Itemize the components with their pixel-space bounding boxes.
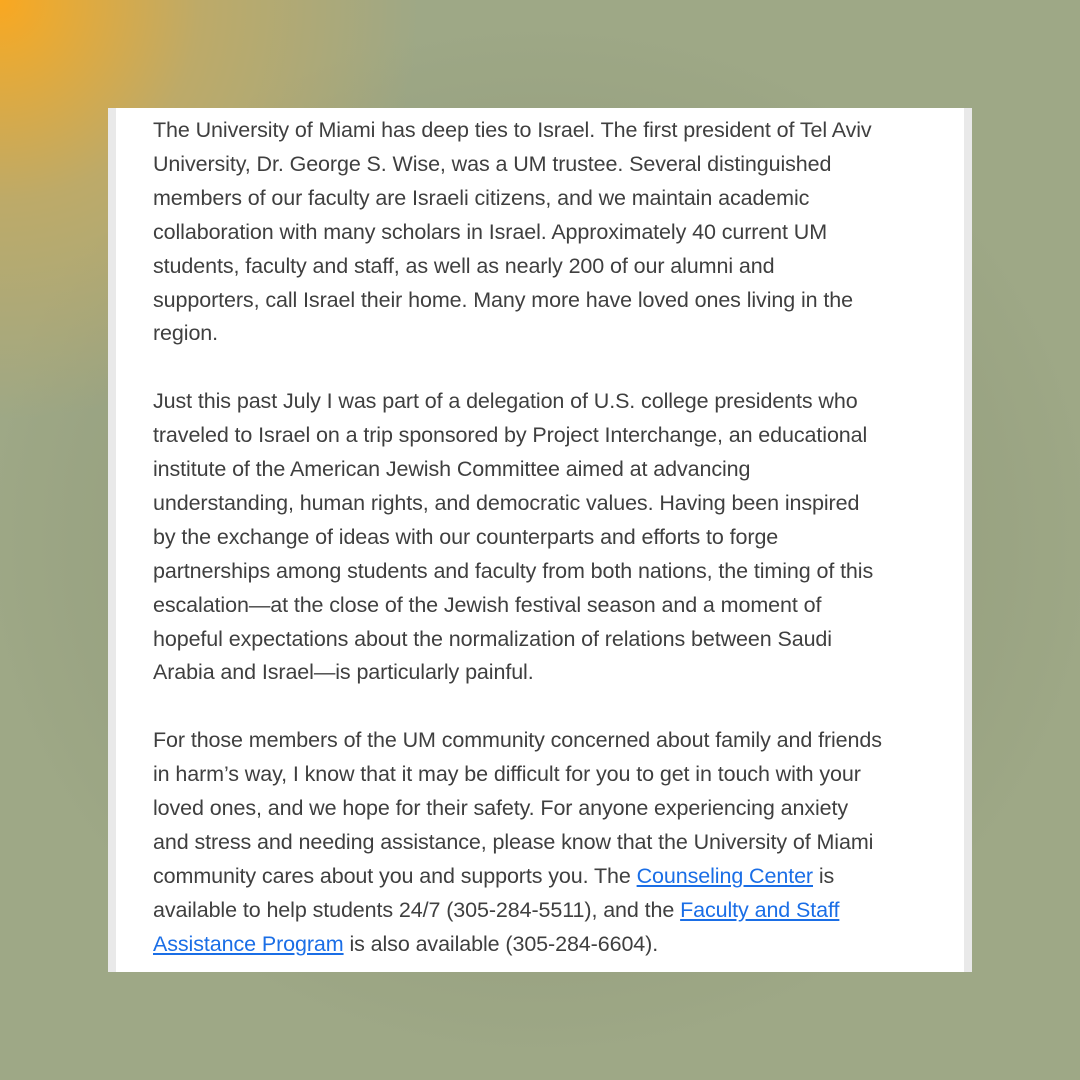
paragraph-line: supporters, call Israel their home. Many more have loved ones living in the: [153, 287, 853, 312]
paragraph-ties-to-israel: [153, 114, 943, 351]
paragraph-delegation: [153, 385, 943, 690]
counseling-center-link[interactable]: Counseling Center: [636, 863, 813, 888]
paragraph-line: Arabia and Israel—is particularly painful.: [153, 660, 534, 685]
paragraph-line: collaboration with many scholars in Israel. Approximately 40 current UM: [153, 219, 828, 244]
line-text: is also available (305-284-6604).: [343, 931, 659, 956]
paragraph-line: partnerships among students and faculty from both nations, the timing of this: [153, 558, 874, 583]
line-text: available to help students 24/7 (305-284-5511), and the: [153, 897, 681, 922]
paragraph-support-resources: [153, 724, 943, 961]
paragraph-line: [153, 928, 943, 962]
paragraph-line: hopeful expectations about the normalization of relations between Saudi: [153, 626, 832, 651]
paragraph-line: University, Dr. George S. Wise, was a UM trustee. Several distinguished: [153, 151, 832, 176]
line-text: community cares about you and supports you. The: [153, 863, 637, 888]
paragraph-line: institute of the American Jewish Committee aimed at advancing: [153, 457, 751, 482]
paragraph-line: Just this past July I was part of a delegation of U.S. college presidents who: [153, 389, 858, 414]
paragraph-line: traveled to Israel on a trip sponsored by Project Interchange, an educational: [153, 423, 868, 448]
paragraph-line: in harm’s way, I know that it may be difficult for you to get in touch with your: [153, 762, 861, 787]
paragraph-line: The University of Miami has deep ties to Israel. The first president of Tel Aviv: [153, 118, 872, 142]
paragraph-line: students, faculty and staff, as well as nearly 200 of our alumni and: [153, 253, 775, 278]
line-text: is: [813, 863, 835, 888]
letter-card: [108, 108, 972, 972]
faculty-staff-assistance-link[interactable]: Faculty and Staff: [680, 897, 840, 922]
paragraph-line: members of our faculty are Israeli citizens, and we maintain academic: [153, 185, 810, 210]
paragraph-line: loved ones, and we hope for their safety. For anyone experiencing anxiety: [153, 796, 849, 821]
paragraph-line: and stress and needing assistance, please know that the University of Miami: [153, 830, 874, 854]
paragraph-line: [153, 894, 943, 928]
paragraph-line: region.: [153, 321, 219, 346]
paragraph-line: [153, 860, 943, 894]
paragraph-line: For those members of the UM community concerned about family and friends: [153, 728, 882, 753]
faculty-staff-assistance-link-continued[interactable]: Assistance Program: [153, 931, 344, 956]
letter-body: [153, 114, 943, 972]
paragraph-line: understanding, human rights, and democratic values. Having been inspired: [153, 490, 860, 515]
paragraph-line: escalation—at the close of the Jewish festival season and a moment of: [153, 592, 822, 617]
paragraph-line: by the exchange of ideas with our counterparts and efforts to forge: [153, 524, 779, 549]
